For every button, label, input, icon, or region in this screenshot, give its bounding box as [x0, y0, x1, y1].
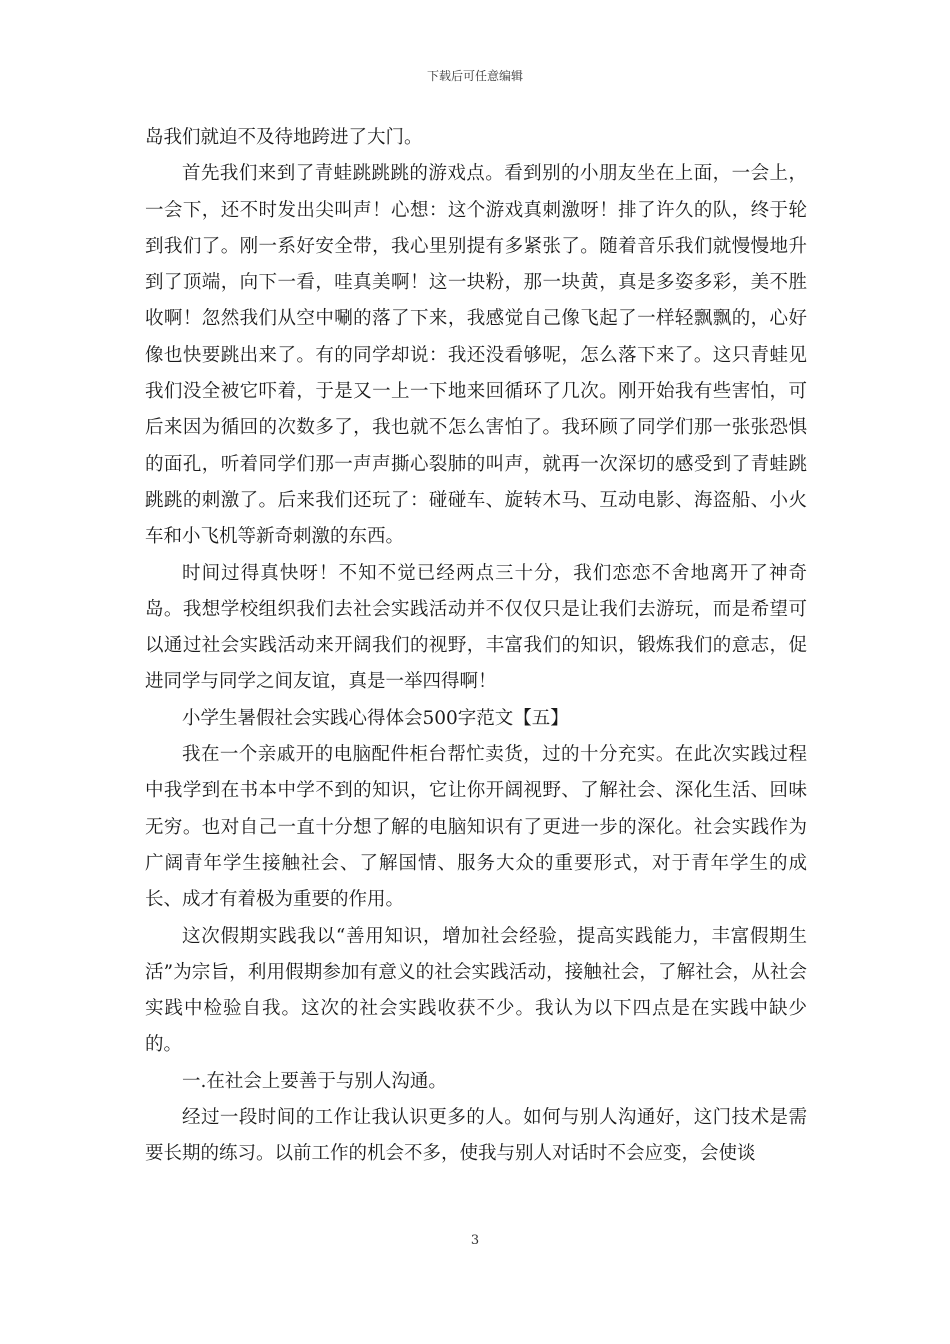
paragraph-frog-ride: 首先我们来到了青蛙跳跳跳的游戏点。看到别的小朋友坐在上面，一会上，一会下，还不时发出尖叫声！心想：这个游戏真刺激呀！排了许久的队，终于轮到我们了。刚一系好安全带，我心里别提有多紧张了。随着音乐我们就慢慢地升到了顶端，向下一看，哇真美啊！这一块粉，那一块黄，真是多姿多彩，美不胜收啊！忽然我们从空中唰的落了下来，我感觉自己像飞起了一样轻飘飘的，心好像也快要跳出来了。有的同学却说：我还没看够呢，怎么落下来了。这只青蛙见我们没全被它吓着，于是又一上一下地来回循环了几次。刚开始我有些害怕，可后来因为循回的次数多了，我也就不怎么害怕了。我环顾了同学们那一张张恐惧的面孔，听着同学们那一声声撕心裂肺的叫声，就再一次深切的感受到了青蛙跳跳跳的刺激了。后来我们还玩了：碰碰车、旋转木马、互动电影、海盗船、小火车和小飞机等新奇刺激的东西。	[145, 163, 807, 548]
section-heading-five: 小学生暑假社会实践心得体会500字范文【五】	[182, 707, 569, 729]
page-number: 3	[470, 1233, 480, 1248]
paragraph-computer-counter: 我在一个亲戚开的电脑配件柜台帮忙卖货，过的十分充实。在此次实践过程中我学到在书本中学不到的知识，它让你开阔视野、了解社会、深化生活、回味无穷。也对自己一直十分想了解的电脑知识有了更进一步的深化。社会实践作为广阔青年学生接触社会、了解国情、服务大众的重要形式，对于青年学生的成长、成才有着极为重要的作用。	[145, 744, 807, 911]
page-header: 下载后可任意编辑	[426, 69, 523, 83]
paragraph-communication: 经过一段时间的工作让我认识更多的人。如何与别人沟通好，这门技术是需要长期的练习。以前工作的机会不多，使我与别人对话时不会应变，会使谈	[145, 1107, 807, 1165]
paragraph-practice-purpose: 这次假期实践我以“善用知识，增加社会经验，提高实践能力，丰富假期生活”为宗旨，利用假期参加有意义的社会实践活动，接触社会，了解社会，从社会实践中检验自我。这次的社会实践收获不少。我认为以下四点是在实践中缺少的。	[145, 925, 807, 1056]
list-item-one: 一.在社会上要善于与别人沟通。	[182, 1070, 447, 1092]
document-body	[145, 120, 807, 1173]
paragraph-continued: 岛我们就迫不及待地跨进了大门。	[145, 127, 423, 148]
paragraph-time-flies: 时间过得真快呀！不知不觉已经两点三十分，我们恋恋不舍地离开了神奇岛。我想学校组织我们去社会实践活动并不仅仅只是让我们去游玩，而是希望可以通过社会实践活动来开阔我们的视野，丰富我们的知识，锻炼我们的意志，促进同学与同学之间友谊，真是一举四得啊！	[145, 562, 807, 693]
